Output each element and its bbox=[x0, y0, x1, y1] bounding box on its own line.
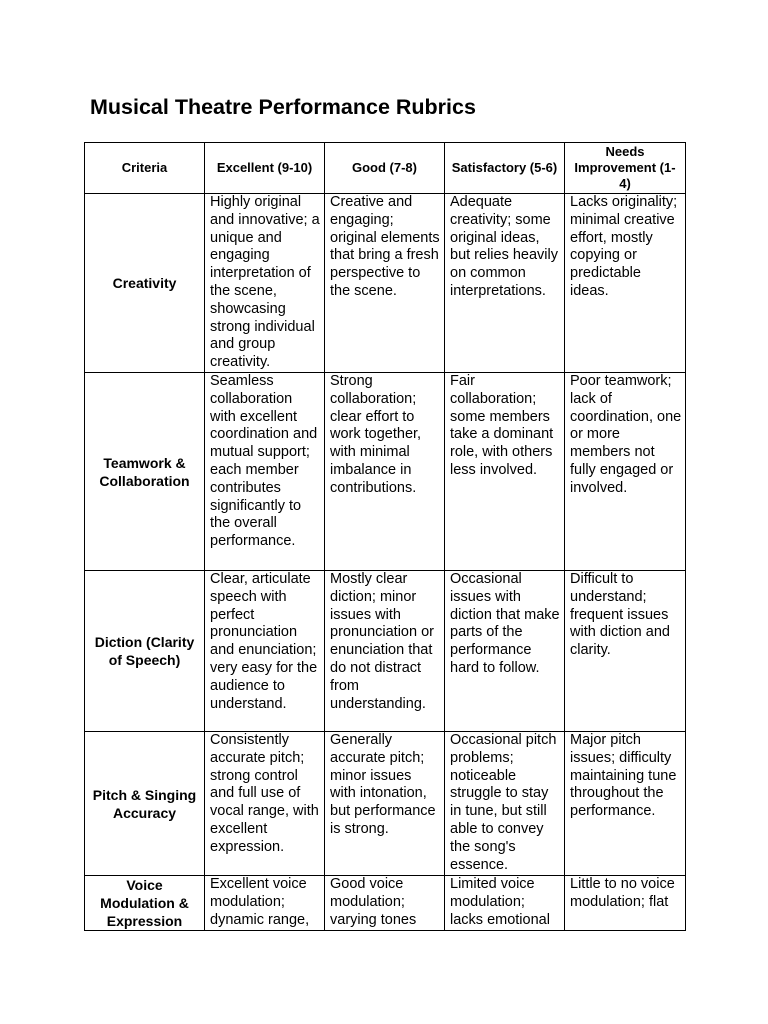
criteria-cell: Voice Modulation & Expression bbox=[85, 876, 205, 931]
criteria-cell: Diction (Clarity of Speech) bbox=[85, 571, 205, 732]
table-row bbox=[85, 571, 686, 732]
header-excellent: Excellent (9-10) bbox=[205, 143, 325, 194]
good-cell: Generally accurate pitch; minor issues with intonation, but performance is strong. bbox=[325, 732, 445, 876]
satisfactory-cell: Fair collaboration; some members take a dominant role, with others less involved. bbox=[445, 373, 565, 571]
rubric-table bbox=[84, 142, 686, 931]
criteria-cell: Creativity bbox=[85, 194, 205, 373]
table-row bbox=[85, 373, 686, 571]
needs-improvement-cell: Lacks originality; minimal creative effort, mostly copying or predictable ideas. bbox=[565, 194, 686, 373]
excellent-cell: Excellent voice modulation; dynamic range, bbox=[205, 876, 325, 931]
excellent-cell: Highly original and innovative; a unique and engaging interpretation of the scene, showcasing strong individual and group creativity. bbox=[205, 194, 325, 373]
header-criteria: Criteria bbox=[85, 143, 205, 194]
table-row bbox=[85, 732, 686, 876]
satisfactory-cell: Occasional issues with diction that make parts of the performance hard to follow. bbox=[445, 571, 565, 732]
excellent-cell: Clear, articulate speech with perfect pronunciation and enunciation; very easy for the audience to understand. bbox=[205, 571, 325, 732]
header-good: Good (7-8) bbox=[325, 143, 445, 194]
needs-improvement-cell: Little to no voice modulation; flat bbox=[565, 876, 686, 931]
needs-improvement-cell: Difficult to understand; frequent issues with diction and clarity. bbox=[565, 571, 686, 732]
satisfactory-cell: Limited voice modulation; lacks emotional bbox=[445, 876, 565, 931]
needs-improvement-cell: Poor teamwork; lack of coordination, one or more members not fully engaged or involved. bbox=[565, 373, 686, 571]
satisfactory-cell: Adequate creativity; some original ideas, but relies heavily on common interpretations. bbox=[445, 194, 565, 373]
good-cell: Strong collaboration; clear effort to work together, with minimal imbalance in contributions. bbox=[325, 373, 445, 571]
excellent-cell: Seamless collaboration with excellent coordination and mutual support; each member contributes significantly to the overall performance. bbox=[205, 373, 325, 571]
good-cell: Mostly clear diction; minor issues with pronunciation or enunciation that do not distract from understanding. bbox=[325, 571, 445, 732]
criteria-cell: Teamwork & Collaboration bbox=[85, 373, 205, 571]
satisfactory-cell: Occasional pitch problems; noticeable struggle to stay in tune, but still able to convey the song's essence. bbox=[445, 732, 565, 876]
header-satisfactory: Satisfactory (5-6) bbox=[445, 143, 565, 194]
header-needs-improvement: Needs Improvement (1-4) bbox=[565, 143, 686, 194]
good-cell: Creative and engaging; original elements that bring a fresh perspective to the scene. bbox=[325, 194, 445, 373]
table-row bbox=[85, 876, 686, 931]
table-header-row bbox=[85, 143, 686, 194]
needs-improvement-cell: Major pitch issues; difficulty maintaining tune throughout the performance. bbox=[565, 732, 686, 876]
document-title: Musical Theatre Performance Rubrics bbox=[90, 95, 476, 119]
good-cell: Good voice modulation; varying tones bbox=[325, 876, 445, 931]
criteria-cell: Pitch & Singing Accuracy bbox=[85, 732, 205, 876]
table-row bbox=[85, 194, 686, 373]
excellent-cell: Consistently accurate pitch; strong control and full use of vocal range, with excellent expression. bbox=[205, 732, 325, 876]
